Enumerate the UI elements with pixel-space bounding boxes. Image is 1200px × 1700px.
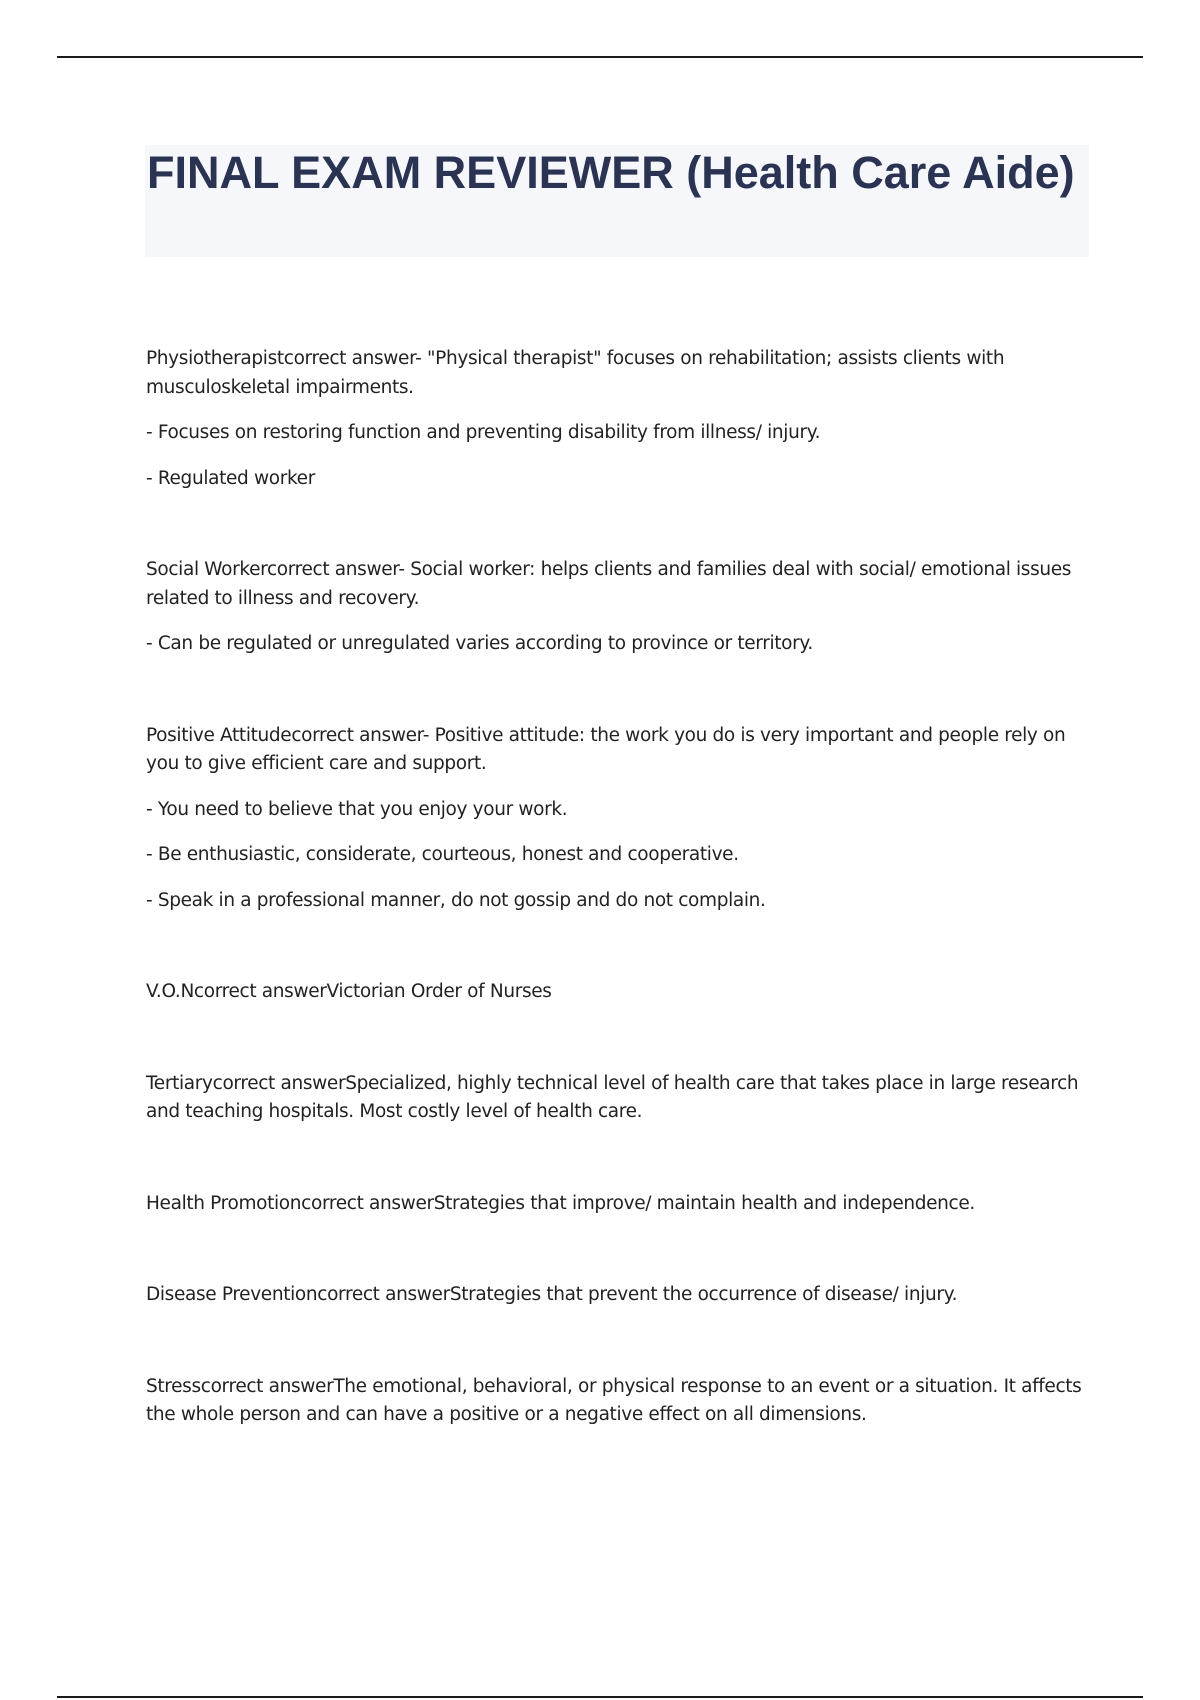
entry-positive-attitude bbox=[146, 722, 1090, 916]
entry-main: Physiotherapistcorrect answer- "Physical therapist" focuses on rehabilitation; assists clients with musculoskeletal impairments. bbox=[146, 348, 1005, 398]
entry-main: Stresscorrect answerThe emotional, behavioral, or physical response to an event or a situation. It affects the whole person and can have a positive or a negative effect on all dimensions. bbox=[146, 1375, 1082, 1425]
entry-health-promotion bbox=[146, 1190, 1090, 1219]
entry-sub: - Be enthusiastic, considerate, courteous, honest and cooperative. bbox=[146, 844, 739, 865]
entry-von bbox=[146, 978, 1090, 1007]
document-body bbox=[146, 345, 1090, 1430]
entry-sub: - Speak in a professional manner, do not gossip and do not complain. bbox=[146, 889, 766, 911]
entry-main: Tertiarycorrect answerSpecialized, highly technical level of health care that takes place in large research and teaching hospitals. Most costly level of health care. bbox=[146, 1072, 1079, 1122]
entry-physiotherapist bbox=[146, 345, 1090, 493]
entry-tertiary bbox=[146, 1070, 1090, 1127]
top-divider bbox=[57, 56, 1143, 58]
entry-sub: - Can be regulated or unregulated varies according to province or territory. bbox=[146, 633, 813, 654]
entry-sub: - Focuses on restoring function and preventing disability from illness/ injury. bbox=[146, 422, 821, 443]
entry-social-worker bbox=[146, 556, 1090, 659]
entry-main: Social Workercorrect answer- Social worker: helps clients and families deal with social/ emotional issues related to illness and recovery. bbox=[146, 559, 1072, 609]
entry-main: Health Promotioncorrect answerStrategies that improve/ maintain health and independence. bbox=[146, 1192, 975, 1214]
bottom-divider bbox=[57, 1696, 1143, 1698]
entry-sub: - Regulated worker bbox=[146, 467, 315, 489]
entry-main: V.O.Ncorrect answerVictorian Order of Nurses bbox=[146, 981, 552, 1002]
entry-main: Disease Preventioncorrect answerStrategies that prevent the occurrence of disease/ injury. bbox=[146, 1284, 958, 1305]
entry-stress bbox=[146, 1373, 1090, 1430]
entry-sub: - You need to believe that you enjoy your work. bbox=[146, 798, 568, 820]
title-banner bbox=[145, 145, 1089, 257]
entry-main: Positive Attitudecorrect answer- Positive attitude: the work you do is very important and people rely on you to give efficient care and support. bbox=[146, 724, 1066, 774]
document-title: FINAL EXAM REVIEWER (Health Care Aide) bbox=[147, 147, 1075, 198]
entry-disease-prevention bbox=[146, 1281, 1090, 1310]
